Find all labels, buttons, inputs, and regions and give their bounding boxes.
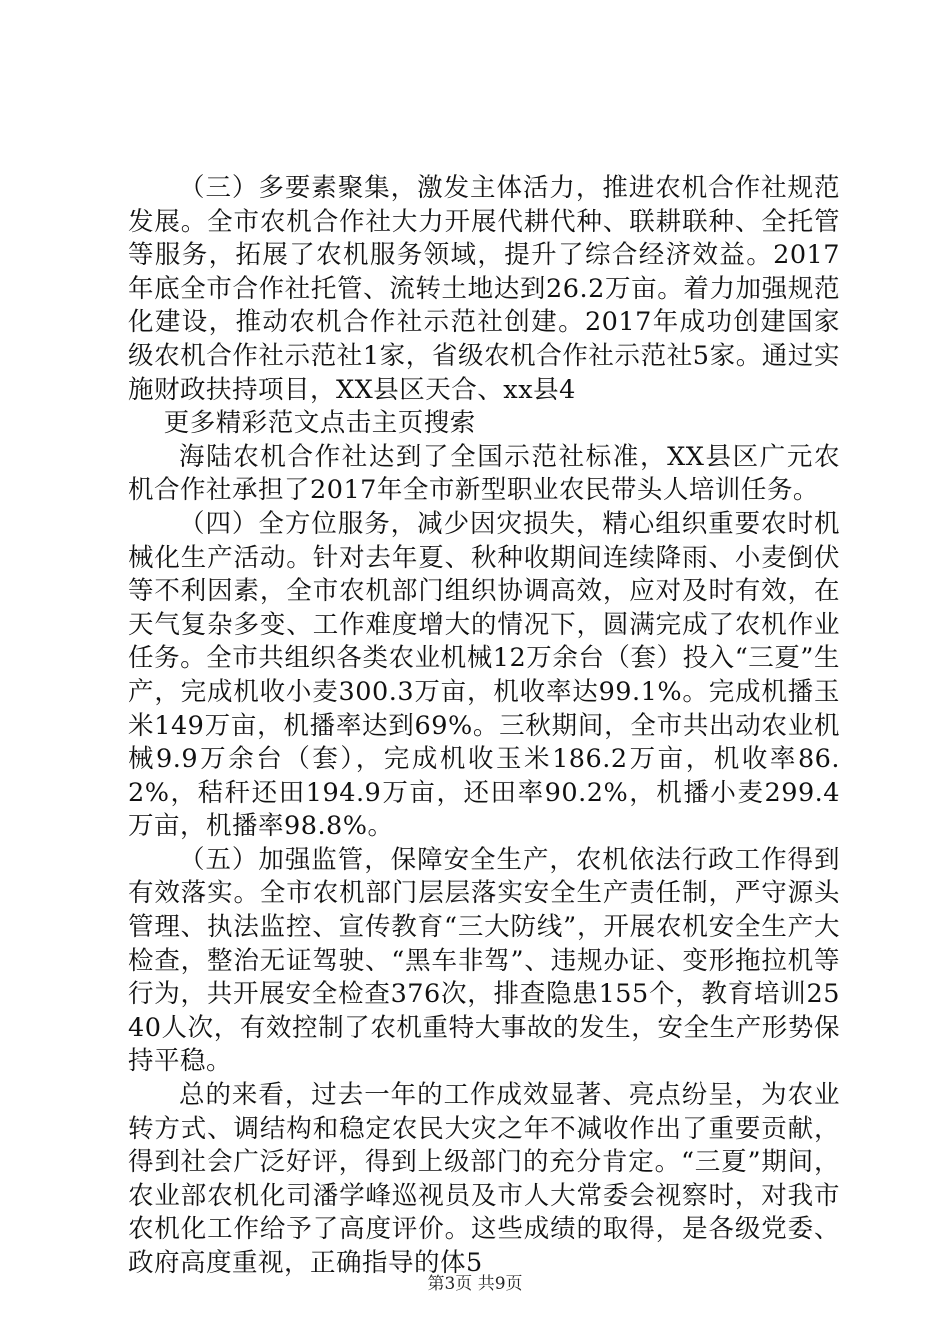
more-articles-link[interactable]: 更多精彩范文点击主页搜索 xyxy=(163,408,476,439)
paragraph-three: （三）多要素聚集，激发主体活力，推进农机合作社规范发展。全市农机合作社大力开展代耕代种、联耕联种、全托管等服务，拓展了农机服务领域，提升了综合经济效益。2017年底全市合作社托管、流转土地达到26.2万亩。着力加强规范化建设，推动农机合作社示范社创建。2017年成功创建国家级农机合作社示范社1家，省级农机合作社示范社5家。通过实施财政扶持项目，XX县区天合、xx县4 xyxy=(128,173,840,405)
paragraph-summary: 总的来看，过去一年的工作成效显著、亮点纷呈，为农业转方式、调结构和稳定农民大灾之年不减收作出了重要贡献，得到社会广泛好评，得到上级部门的充分肯定。“三夏”期间，农业部农机化司潘学峰巡视员及市人大常委会视察时，对我市农机化工作给予了高度评价。这些成绩的取得，是各级党委、政府高度重视，正确指导的体5 xyxy=(128,1080,840,1278)
page-footer: 第3页 共9页 xyxy=(427,1274,523,1294)
paragraph-five: （五）加强监管，保障安全生产，农机依法行政工作得到有效落实。全市农机部门层层落实安全生产责任制，严守源头管理、执法监控、宣传教育“三大防线”，开展农机安全生产大检查，整治无证驾驶、“黑车非驾”、违规办证、变形拖拉机等行为，共开展安全检查376次，排查隐患155个，教育培训2540人次，有效控制了农机重特大事故的发生，安全生产形势保持平稳。 xyxy=(128,844,840,1077)
document-body xyxy=(128,172,840,1281)
paragraph-four: （四）全方位服务，减少因灾损失，精心组织重要农时机械化生产活动。针对去年夏、秋种收期间连续降雨、小麦倒伏等不利因素，全市农机部门组织协调高效，应对及时有效，在天气复杂多变、工作难度增大的情况下，圆满完成了农机作业任务。全市共组织各类农业机械12万余台（套）投入“三夏”生产，完成机收小麦300.3万亩，机收率达99.1%。完成机播玉米149万亩，机播率达到69%。三秋期间，全市共出动农业机械9.9万余台（套），完成机收玉米186.2万亩，机收率86.2%，秸秆还田194.9万亩，还田率90.2%，机播小麦299.4万亩，机播率98.8%。 xyxy=(128,508,840,842)
paragraph-continuation: 海陆农机合作社达到了全国示范社标准，XX县区广元农机合作社承担了2017年全市新型职业农民带头人培训任务。 xyxy=(128,441,840,506)
